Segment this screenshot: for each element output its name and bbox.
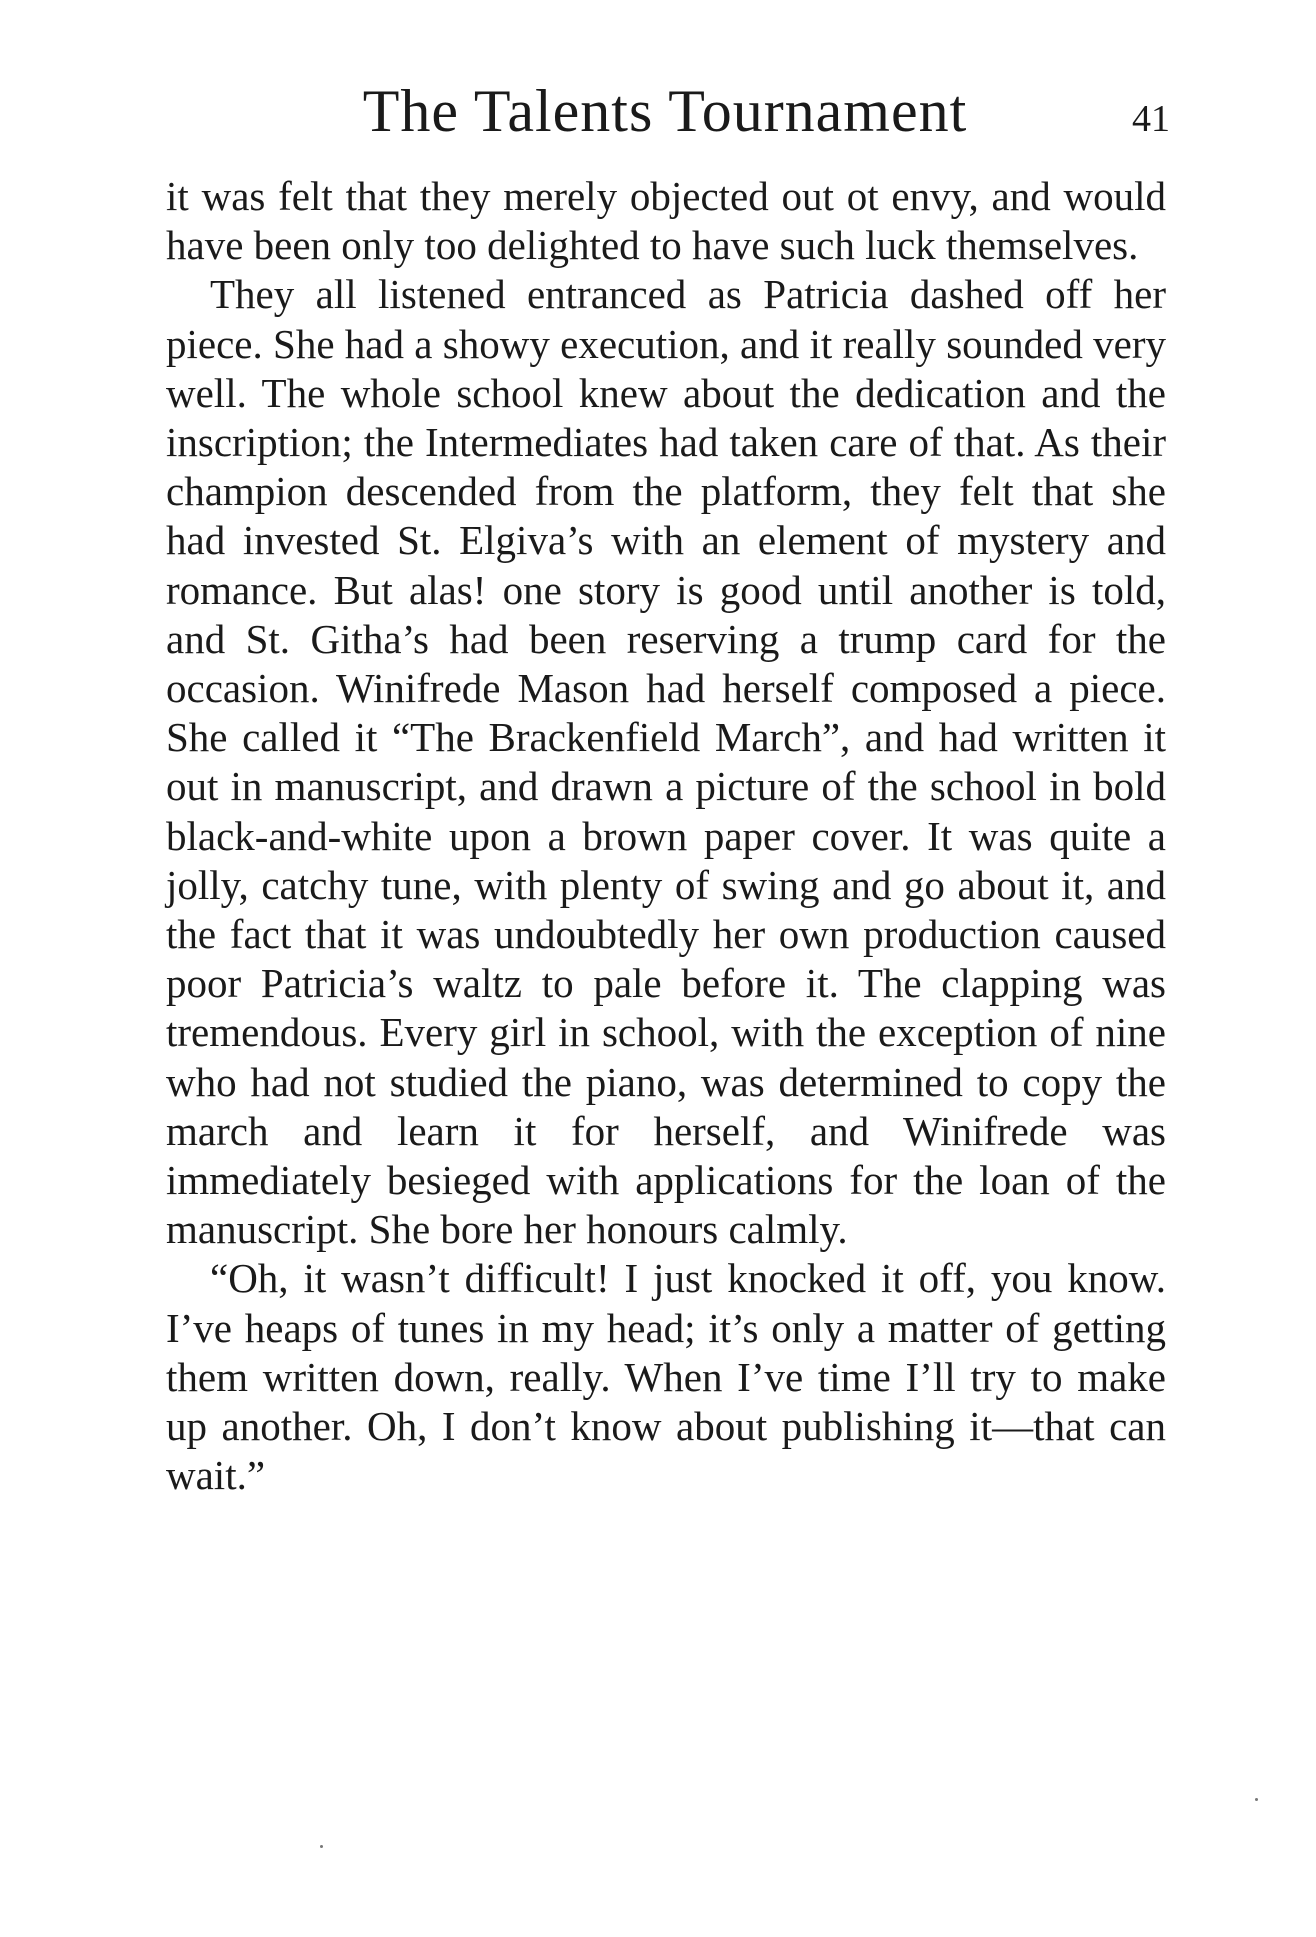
running-title: The Talents Tournament <box>362 78 968 144</box>
paragraph-continued: it was felt that they merely objected out ot envy, and would have been only too delighted to have such luck themselves. <box>166 173 1166 269</box>
print-speck <box>320 1845 323 1848</box>
running-head <box>160 72 1170 150</box>
paragraph: They all listened entranced as Patricia dashed off her piece. She had a showy execution, and it really sounded very well. The whole school knew about the dedication and the inscription; the Intermediates had taken care of that. As their champion descended from the platform, they felt that she had invested St. Elgiva’s with an element of mystery and romance. But alas! one story is good until another is told, and St. Githa’s had been reserving a trump card for the occasion. Winifrede Mason had herself composed a piece. She called it “The Brackenfield March”, and had written it out in manuscript, and drawn a picture of the school in bold black-and-white upon a brown paper cover. It was quite a jolly, catchy tune, with plenty of swing and go about it, and the fact that it was undoubtedly her own production caused poor Patricia’s waltz to pale before it. The clapping was tremendous. Every girl in school, with the exception of nine who had not studied the piano, was determined to copy the march and learn it for herself, and Winifrede was immediately besieged with applications for the loan of the manuscript. She bore her honours calmly. <box>166 271 1166 1253</box>
body-text <box>166 172 1166 1500</box>
paragraph: “Oh, it wasn’t difficult! I just knocked it off, you know. I’ve heaps of tunes in my head; it’s only a matter of getting them written down, really. When I’ve time I’ll try to make up another. Oh, I don’t know about publishing it—that can wait.” <box>166 1255 1166 1499</box>
print-speck <box>1255 1798 1258 1801</box>
page-number: 41 <box>1132 98 1170 140</box>
